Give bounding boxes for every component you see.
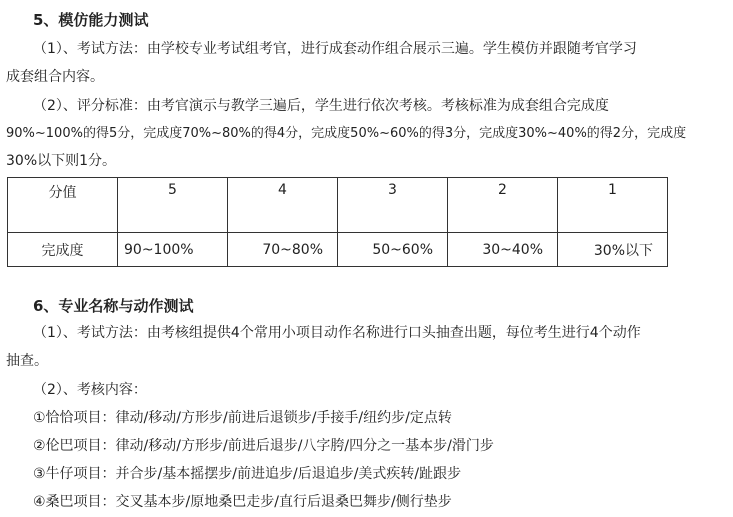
list-item: ①恰恰项目：律动/移动/方形步/前进后退锁步/手接手/纽约步/定点转 xyxy=(33,410,452,426)
list-item: ②伦巴项目：律动/移动/方形步/前进后退步/八字胯/四分之一基本步/滑门步 xyxy=(33,438,494,454)
completion-cell: 70~80% xyxy=(228,233,338,267)
score-cell: 3 xyxy=(338,178,448,233)
section-5-method-line-1: （1）、考试方法：由学校专业考试组考官，进行成套动作组合展示三遍。学生模仿并跟随考官学习 xyxy=(33,41,637,57)
section-6-method-line-2: 抽查。 xyxy=(6,353,48,369)
table-row xyxy=(8,178,668,233)
row-label-completion: 完成度 xyxy=(8,233,118,267)
list-item: ③牛仔项目：并合步/基本摇摆步/前进追步/后退追步/美式疾转/趾跟步 xyxy=(33,466,462,482)
completion-cell: 90~100% xyxy=(118,233,228,267)
section-5-standard-line-2: 90%~100%的得5分，完成度70%~80%的得4分，完成度50%~60%的得3分，完成度30%~40%的得2分，完成度 xyxy=(6,126,687,141)
section-6-title: 6、专业名称与动作测试 xyxy=(33,297,194,315)
score-cell: 2 xyxy=(448,178,558,233)
completion-cell: 30~40% xyxy=(448,233,558,267)
list-item: ④桑巴项目：交叉基本步/原地桑巴走步/直行后退桑巴舞步/侧行垫步 xyxy=(33,494,452,510)
table-row xyxy=(8,233,668,267)
score-cell: 4 xyxy=(228,178,338,233)
completion-cell: 30%以下 xyxy=(558,233,668,267)
section-5-title: 5、模仿能力测试 xyxy=(33,11,149,29)
section-5-standard-line-1: （2）、评分标准：由考官演示与教学三遍后，学生进行依次考核。考核标准为成套组合完成度 xyxy=(33,98,609,114)
completion-cell: 50~60% xyxy=(338,233,448,267)
score-table xyxy=(7,177,668,267)
section-6-method-line-1: （1）、考试方法：由考核组提供4个常用小项目动作名称进行口头抽查出题，每位考生进行4个动作 xyxy=(33,325,641,341)
score-cell: 1 xyxy=(558,178,668,233)
row-label-score: 分值 xyxy=(8,178,118,233)
section-6-content-title: （2）、考核内容： xyxy=(33,382,147,398)
section-5-method-line-2: 成套组合内容。 xyxy=(6,69,104,85)
score-cell: 5 xyxy=(118,178,228,233)
section-5-standard-line-3: 30%以下则1分。 xyxy=(6,153,117,169)
